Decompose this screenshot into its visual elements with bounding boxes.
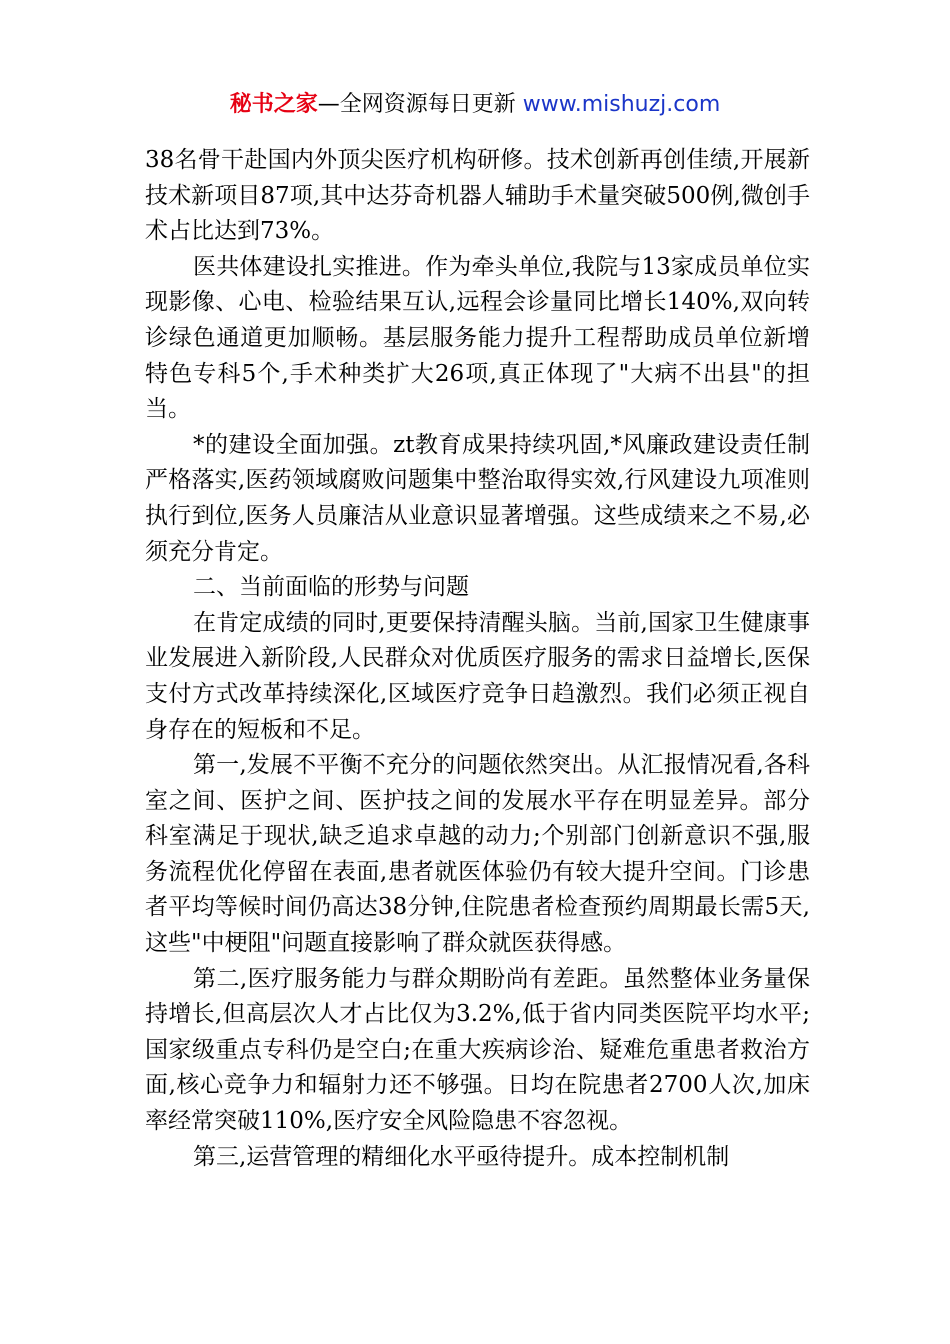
paragraph-problem-one: 第一,发展不平衡不充分的问题依然突出。从汇报情况看,各科室之间、医护之间、医护技之间的发展水平存在明显差异。部分科室满足于现状,缺乏追求卓越的动力;个别部门创新意识不强,服务流程优化停留在表面,患者就医体验仍有较大提升空间。门诊患者平均等候时间仍高达38分钟,住院患者检查预约周期最长需5天,这些"中梗阻"问题直接影响了群众就医获得感。 — [145, 752, 810, 957]
section-heading: 二、当前面临的形势与问题 — [193, 574, 469, 601]
paragraph-medical-alliance: 医共体建设扎实推进。作为牵头单位,我院与13家成员单位实现影像、心电、检验结果互认,远程会诊量同比增长140%,双向转诊绿色通道更加顺畅。基层服务能力提升工程帮助成员单位新增特色专科5个,手术种类扩大26项,真正体现了"大病不出县"的担当。 — [145, 253, 810, 423]
paragraph-problem-two: 第二,医疗服务能力与群众期盼尚有差距。虽然整体业务量保持增长,但高层次人才占比仅为3.2%,低于省内同类医院平均水平;国家级重点专科仍是空白;在重大疾病诊治、疑难危重患者救治方面,核心竞争力和辐射力还不够强。日均在院患者2700人次,加床率经常突破110%,医疗安全风险隐患不容忽视。 — [145, 965, 810, 1135]
paragraph-situation: 在肯定成绩的同时,更要保持清醒头脑。当前,国家卫生健康事业发展进入新阶段,人民群众对优质医疗服务的需求日益增长,医保支付方式改革持续深化,区域医疗竞争日趋激烈。我们必须正视自身存在的短板和不足。 — [145, 609, 810, 743]
document-body — [145, 143, 810, 1175]
page-header — [0, 90, 950, 120]
header-slogan: —全网资源每日更新 — [317, 92, 516, 117]
paragraph-problem-three: 第三,运营管理的精细化水平亟待提升。成本控制机制 — [193, 1143, 730, 1170]
paragraph-party-building: *的建设全面加强。zt教育成果持续巩固,*风廉政建设责任制严格落实,医药领域腐败问题集中整治取得实效,行风建设九项准则执行到位,医务人员廉洁从业意识显著增强。这些成绩来之不易,必须充分肯定。 — [145, 431, 810, 565]
paragraph-continuation: 38名骨干赴国内外顶尖医疗机构研修。技术创新再创佳绩,开展新技术新项目87项,其中达芬奇机器人辅助手术量突破500例,微创手术占比达到73%。 — [145, 147, 810, 245]
header-brand: 秘书之家 — [229, 92, 318, 117]
header-site-link[interactable]: www.mishuzj.com — [522, 92, 721, 117]
